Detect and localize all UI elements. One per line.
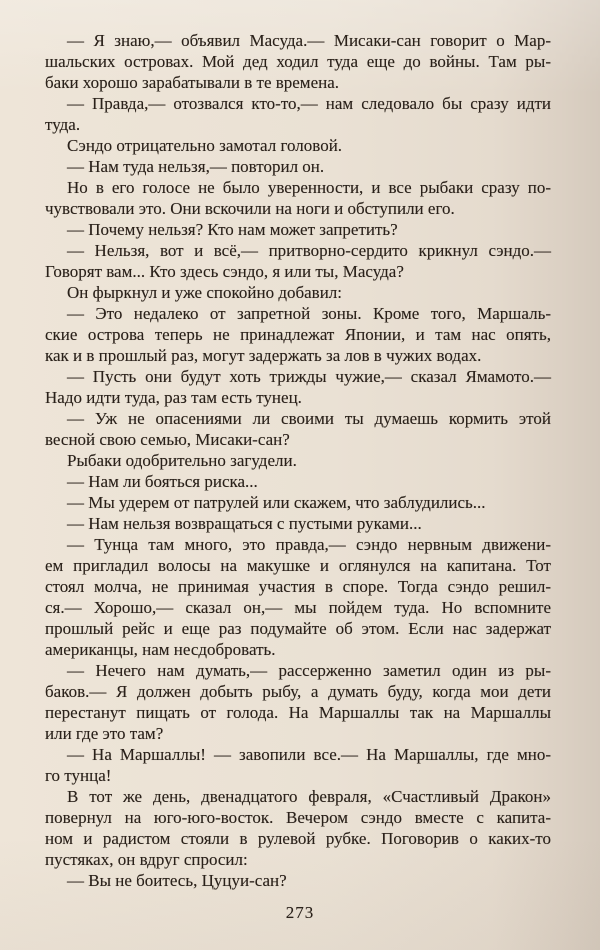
- text-line: В тот же день, двенадцатого февраля, «Счастливый Дракон»: [67, 787, 551, 806]
- text-line: прошлый рейс и еще раз подумайте об этом. Если нас задержат: [45, 619, 551, 638]
- text-line: весной свою семью, Мисаки-сан?: [45, 430, 290, 449]
- text-line: го тунца!: [45, 766, 112, 785]
- paragraph: [45, 93, 551, 135]
- text-line: Он фыркнул и уже спокойно добавил:: [67, 283, 343, 302]
- text-line: — Нам нельзя возвращаться с пустыми руками...: [67, 514, 422, 533]
- paragraph: [45, 534, 551, 660]
- text-line: — Нельзя, вот и всё,— притворно-сердито крикнул сэндо.—: [67, 241, 551, 260]
- text-line: ем пригладил волосы на макушке и оглянулся на капитана. Тот: [45, 556, 551, 575]
- text-line: чувствовали это. Они вскочили на ноги и обступили его.: [45, 199, 455, 218]
- paragraph: [45, 786, 551, 870]
- text-line: Рыбаки одобрительно загудели.: [67, 451, 297, 470]
- paragraph: [45, 240, 551, 282]
- text-line: шальских островах. Мой дед ходил туда еще до войны. Там ры-: [45, 52, 551, 71]
- text-line: как и в прошлый раз, могут задержать за лов в чужих водах.: [45, 346, 482, 365]
- text-line: — На Маршаллы! — завопили все.— На Маршаллы, где мно-: [67, 745, 551, 764]
- text-line: ские острова теперь не принадлежат Японии, и там нас опять,: [45, 325, 551, 344]
- paragraph: [45, 282, 551, 303]
- text-line: Но в его голосе не было уверенности, и все рыбаки сразу по-: [67, 178, 551, 197]
- text-line: Надо идти туда, раз там есть тунец.: [45, 388, 302, 407]
- text-line: — Пусть они будут хоть трижды чужие,— сказал Ямамото.—: [67, 367, 551, 386]
- paragraph: [45, 660, 551, 744]
- text-line: перестанут пищать от голода. На Маршаллы так на Маршаллы: [45, 703, 551, 722]
- text-line: стоял молча, не принимая участия в споре. Тогда сэндо решил-: [45, 577, 551, 596]
- text-line: баки хорошо зарабатывали в те времена.: [45, 73, 340, 92]
- text-line: или где это там?: [45, 724, 164, 743]
- text-line: ся.— Хорошо,— сказал он,— мы пойдем туда. Но вспомните: [45, 598, 551, 617]
- page-text: [45, 30, 551, 891]
- text-line: ном и радистом стояли в рулевой рубке. Поговорив о каких-то: [45, 829, 551, 848]
- paragraph: [45, 408, 551, 450]
- paragraph: [45, 303, 551, 366]
- text-line: Говорят вам... Кто здесь сэндо, я или ты, Масуда?: [45, 262, 404, 281]
- text-line: повернул на юго-юго-восток. Вечером сэндо вместе с капита-: [45, 808, 551, 827]
- paragraph: [45, 450, 551, 471]
- paragraph: [45, 744, 551, 786]
- text-line: — Нам ли бояться риска...: [67, 472, 258, 491]
- paragraph: [45, 471, 551, 492]
- text-line: — Тунца там много, это правда,— сэндо нервным движени-: [67, 535, 551, 554]
- paragraph: [45, 366, 551, 408]
- paragraph: [45, 135, 551, 156]
- text-line: — Мы удерем от патрулей или скажем, что заблудились...: [67, 493, 486, 512]
- text-line: — Уж не опасениями ли своими ты думаешь кормить этой: [67, 409, 551, 428]
- paragraph: [45, 156, 551, 177]
- text-line: пустяках, он вдруг спросил:: [45, 850, 248, 869]
- paragraph: [45, 870, 551, 891]
- paragraph: [45, 30, 551, 93]
- text-line: — Правда,— отозвался кто-то,— нам следовало бы сразу идти: [67, 94, 551, 113]
- text-line: — Это недалеко от запретной зоны. Кроме того, Маршаль-: [67, 304, 551, 323]
- text-line: — Нам туда нельзя,— повторил он.: [67, 157, 325, 176]
- page-number: 273: [285, 903, 315, 922]
- paragraph: [45, 513, 551, 534]
- text-line: баков.— Я должен добыть рыбу, а думать буду, когда мои дети: [45, 682, 551, 701]
- text-line: американцы, нам несдобровать.: [45, 640, 276, 659]
- paragraph: [45, 492, 551, 513]
- text-line: — Я знаю,— объявил Масуда.— Мисаки-сан говорит о Мар-: [67, 31, 551, 50]
- text-line: — Вы не боитесь, Цуцуи-сан?: [67, 871, 287, 890]
- text-line: Сэндо отрицательно замотал головой.: [67, 136, 343, 155]
- paragraph: [45, 219, 551, 240]
- text-line: — Нечего нам думать,— рассерженно заметил один из ры-: [67, 661, 551, 680]
- text-line: туда.: [45, 115, 81, 134]
- paragraph: [45, 177, 551, 219]
- text-line: — Почему нельзя? Кто нам может запретить?: [67, 220, 398, 239]
